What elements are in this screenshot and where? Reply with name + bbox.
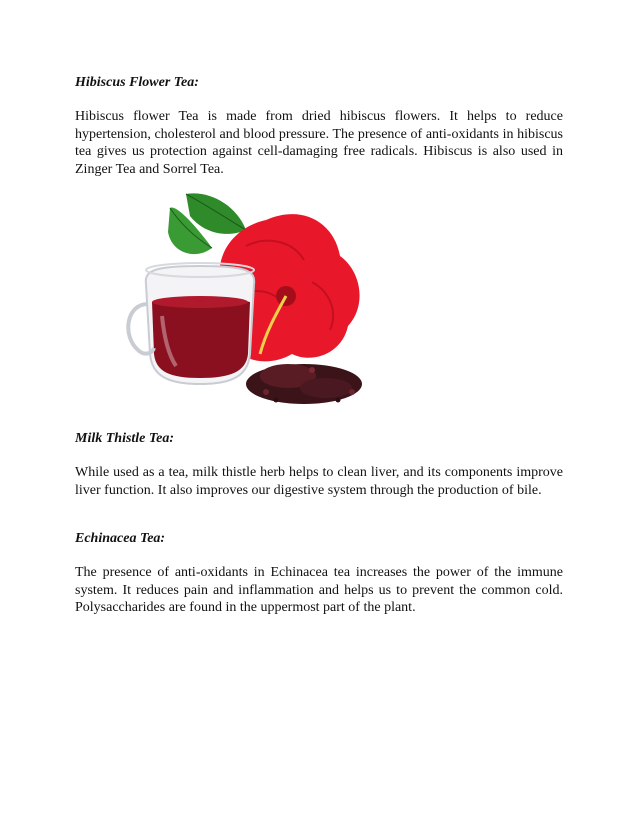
- hibiscus-heading: Hibiscus Flower Tea:: [75, 75, 199, 90]
- milk-thistle-paragraph: While used as a tea, milk thistle herb helps to clean liver, and its components improve liver function. It also improves our digestive system through the production of bile.: [75, 465, 563, 498]
- tea-cup-icon: [128, 263, 254, 384]
- milk-thistle-heading: Milk Thistle Tea:: [75, 431, 175, 446]
- echinacea-heading: Echinacea Tea:: [75, 531, 166, 546]
- hibiscus-paragraph: Hibiscus flower Tea is made from dried hibiscus flowers. It helps to reduce hypertension, cholesterol and blood pressure. The presence of anti-oxidants in hibiscus tea gives us protection against cell-damaging free radicals. Hibiscus is also used in Zinger Tea and Sorrel Tea.: [75, 109, 563, 177]
- dried-hibiscus-icon: [246, 364, 362, 404]
- hibiscus-tea-image: [116, 186, 378, 414]
- echinacea-paragraph: The presence of anti-oxidants in Echinacea tea increases the power of the immune system. It reduces pain and inflammation and helps us to prevent the common cold. Polysaccharides are found in the uppermost part of the plant.: [75, 565, 563, 615]
